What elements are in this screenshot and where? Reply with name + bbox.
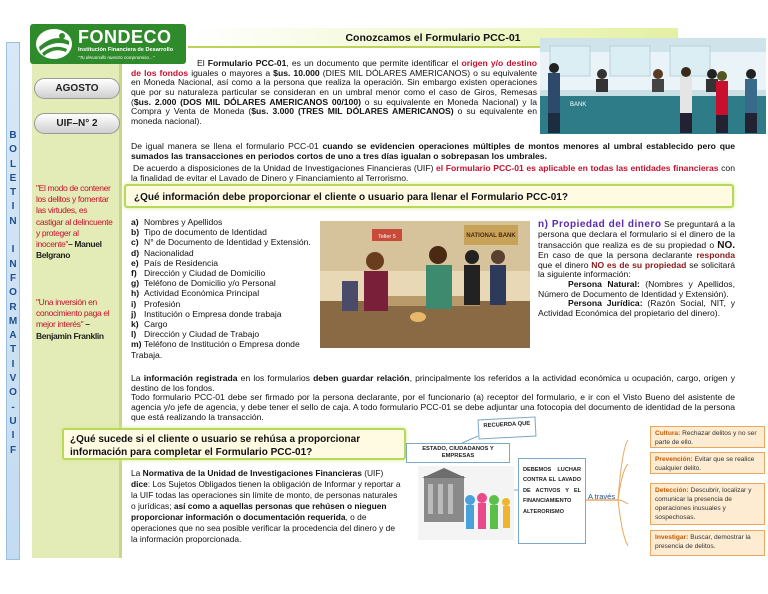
list-item-text: Cargo xyxy=(144,319,168,330)
vertical-banner-text xyxy=(7,129,19,458)
list-item-text: Tipo de documento de Identidad xyxy=(144,227,267,238)
list-item-text: Teléfono de Domicilio y/o Personal xyxy=(144,278,276,289)
through-label: A través xyxy=(588,492,616,501)
list-item xyxy=(131,329,313,339)
list-item-key: c) xyxy=(131,237,139,248)
vertical-banner-letter: E xyxy=(9,172,17,184)
vertical-banner-letter: A xyxy=(9,330,17,342)
strategy-box xyxy=(650,483,765,525)
list-item-key: i) xyxy=(131,298,137,309)
vertical-banner-letter: I xyxy=(11,430,15,442)
strategy-text: Descubrir, localizar y comunicar la presencia de operaciones inusuales y sospechosas. xyxy=(655,487,752,521)
vertical-banner-letter: B xyxy=(9,130,17,141)
logo-emblem-icon xyxy=(34,27,74,61)
teller-sign: Teller 5 xyxy=(378,234,396,240)
strategy-box xyxy=(650,426,765,448)
issue-badge: UIF–N° 2 xyxy=(34,113,120,134)
strategy-box xyxy=(650,530,765,556)
list-item xyxy=(131,248,313,258)
list-item-key: a) xyxy=(131,217,139,227)
building-people-illustration xyxy=(418,466,514,540)
vertical-banner-letter: I xyxy=(11,358,15,370)
list-item-text: Institución o Empresa donde trabaja xyxy=(144,308,282,319)
list-item xyxy=(131,288,313,298)
quote-belgrano: "El modo de contener los delitos y fomentar las virtudes, es castigar al delincuente y proteger al inocente"– Manuel Belgrano xyxy=(36,183,113,261)
bank-sign: BANK xyxy=(570,102,587,108)
list-item-key: j) xyxy=(131,308,137,319)
strategy-text: Evitar que se realice cualquier delito. xyxy=(655,456,755,472)
vertical-banner-letter xyxy=(7,229,19,243)
list-item xyxy=(131,237,313,247)
list-item-text: Dirección y Ciudad de Trabajo xyxy=(144,329,260,340)
fight-laundering-box: DEBEMOS LUCHAR CONTRA EL LAVADO DE ACTIVOS Y EL FINANCIAMIENTO ALTERORISMO xyxy=(518,458,586,544)
list-item xyxy=(131,299,313,309)
list-item-key: l) xyxy=(131,329,137,340)
list-item-text: Nacionalidad xyxy=(144,247,194,258)
strategy-label: Detección: xyxy=(655,487,689,494)
list-item xyxy=(131,217,313,227)
ownership-paragraph: n) Propiedad del dinero Se preguntará a la persona que declara el formulario si el dinero de la transacción que realiza es de su propiedad o NO. En caso de que la persona declarante responda que el dinero NO es de su propiedad se solicitará la siguiente información: Persona Natural: (Nombres y Apellidos, Número de Documento de Identidad y Extensión). Persona Jurídica: (Razón Social, NIT, y Actividad Económica del propietario del dinero). xyxy=(538,219,735,318)
list-item xyxy=(131,309,313,319)
strategy-label: Investigar: xyxy=(655,534,689,541)
vertical-banner-letter: O xyxy=(9,287,17,299)
list-item xyxy=(131,268,313,278)
intro-paragraph: El Formulario PCC-01, es un documento que permite identificar el origen y/o destino de los fondos iguales o mayores a $us. 10.000 (DIES MIL DÓLARES AMERICANOS) o su equivalente en Moneda Nacional, así como a la persona que realiza la operación. Sin embargo existen operaciones que por su naturaleza particular se consideran en un umbral menor como el caso de Giros, Remesas ($us. 2.000 (DOS MIL DÓLARES AMERICANOS 00/100) o su equivalente en Moneda Nacional) y la Compra y Venta de Moneda ($us. 3.000 (TRES MIL DÓLARES AMERICANOS) o su equivalente en moneda nacional). xyxy=(131,58,538,126)
list-item-key: g) xyxy=(131,278,140,289)
strategy-label: Cultura: xyxy=(655,430,681,437)
remember-box: RECUERDA QUE xyxy=(478,416,537,439)
vertical-banner-letter: I xyxy=(11,244,15,256)
vertical-banner-letter: - xyxy=(11,401,15,413)
bank-counter-illustration xyxy=(540,38,766,134)
regulation-paragraph: La Normativa de la Unidad de Investigaciones Financieras (UIF) dice: Los Sujetos Obligados tienen la obligación de Informar y reportar a la UIF todas las operaciones sin límite de monto, de personas naturales o jurídicas; así como a aquellas personas que rehúsen o nieguen proporcionar información o documentación requerida, o de operaciones que no sea posible verificar la procedencia del dinero y de la información proporcionada. xyxy=(131,468,401,544)
list-item-key: b) xyxy=(131,227,140,238)
strategy-text: Rechazar delitos y no ser parte de ello. xyxy=(655,430,757,446)
vertical-banner-letter: O xyxy=(9,387,17,399)
vertical-banner-letter: U xyxy=(9,415,17,427)
registration-paragraph: La información registrada en los formularios deben guardar relación, principalmente los referidos a la actividad económica u ocupación, cargo, origen y destino de los fondos. Todo formulario PCC-01 debe ser firmado por la persona declarante, por el funcionario (a) receptor del formulario, e ir con el Visto Bueno del asistente de agencia y/o jefe de agencia, y debe tener el sello de caja. A todo formulario PCC-01 se debe adjuntar una fotocopia del documento de identidad de la persona que está realizando la transacción. xyxy=(131,373,736,422)
page-title: Conozcamos el Formulario PCC-01 xyxy=(188,28,678,48)
vertical-banner-letter: N xyxy=(9,215,17,227)
list-item xyxy=(131,258,313,268)
vertical-banner-letter: T xyxy=(9,344,17,356)
month-badge: AGOSTO xyxy=(34,78,120,99)
vertical-banner-letter: O xyxy=(9,144,17,156)
list-item-key: f) xyxy=(131,268,137,279)
list-item xyxy=(131,339,313,359)
logo-subtitle: Institución Financiera de Desarrollo xyxy=(78,47,174,53)
logo-brand: FONDECO xyxy=(78,27,172,47)
bank-teller-illustration xyxy=(320,221,530,348)
list-item-key: d) xyxy=(131,247,140,258)
uif-paragraph: De acuerdo a disposiciones de la Unidad de Investigaciones Financieras (UIF) el Formulario PCC-01 es aplicable en todas las entidades financieras con la finalidad de evitar el Lavado de Dinero y Financiamiento al Terrorismo. xyxy=(131,163,735,183)
list-item-key: m) xyxy=(131,339,142,350)
vertical-banner-letter: R xyxy=(9,301,17,313)
vertical-banner-letter: V xyxy=(9,373,17,385)
list-item-text: Dirección y Ciudad de Domicilio xyxy=(144,268,266,279)
vertical-banner-letter: F xyxy=(9,272,17,284)
list-item-text: N° de Documento de Identidad y Extensión. xyxy=(144,237,311,248)
multiple-operations-paragraph: De igual manera se llena el formulario PCC-01 cuando se evidencien operaciones múltiples de montos menores al umbral establecido pero que sumados las transacciones en periodos cortos de uno a tres días igualan o sobrepasan los umbrales. xyxy=(131,141,736,161)
vertical-banner xyxy=(6,42,20,560)
list-item xyxy=(131,319,313,329)
national-bank-sign: NATIONAL BANK xyxy=(466,233,516,239)
list-item-text: Nombres y Apellidos xyxy=(144,217,223,227)
vertical-banner-letter: M xyxy=(8,315,18,327)
vertical-banner-letter: F xyxy=(9,444,17,456)
list-item-text: Profesión xyxy=(144,298,181,309)
vertical-banner-letter: N xyxy=(9,258,17,270)
list-item-text: Actividad Económica Principal xyxy=(144,288,260,299)
strategy-box xyxy=(650,452,765,474)
list-item-key: k) xyxy=(131,319,139,330)
vertical-banner-letter: T xyxy=(9,187,17,199)
question-info-required: ¿Qué información debe proporcionar el cliente o usuario para llenar el Formulario PCC-01? xyxy=(124,184,734,208)
quote-franklin: "Una inversión en conocimiento paga el mejor interés" – Benjamin Franklin xyxy=(36,297,110,341)
logo-slogan: "Tu desarrollo nuestro compromiso..." xyxy=(78,55,155,60)
vertical-banner-letter: I xyxy=(11,201,15,213)
strategy-text: Buscar, demostrar la presencia de delitos. xyxy=(655,534,751,550)
required-info-list xyxy=(131,217,313,360)
state-citizens-box: ESTADO, CIUDADANOS Y EMPRESAS xyxy=(406,443,510,463)
list-item-key: h) xyxy=(131,288,140,299)
list-item xyxy=(131,278,313,288)
list-item-text: Teléfono de Institución o Empresa donde Trabaja. xyxy=(131,339,300,360)
list-item xyxy=(131,227,313,237)
vertical-banner-letter: L xyxy=(9,158,17,170)
list-item-key: e) xyxy=(131,257,139,268)
list-item-text: País de Residencia xyxy=(144,257,219,268)
question-refusal: ¿Qué sucede si el cliente o usuario se rehúsa a proporcionar información para completar el Formulario PCC-01? xyxy=(62,428,406,460)
strategy-label: Prevención: xyxy=(655,456,693,463)
